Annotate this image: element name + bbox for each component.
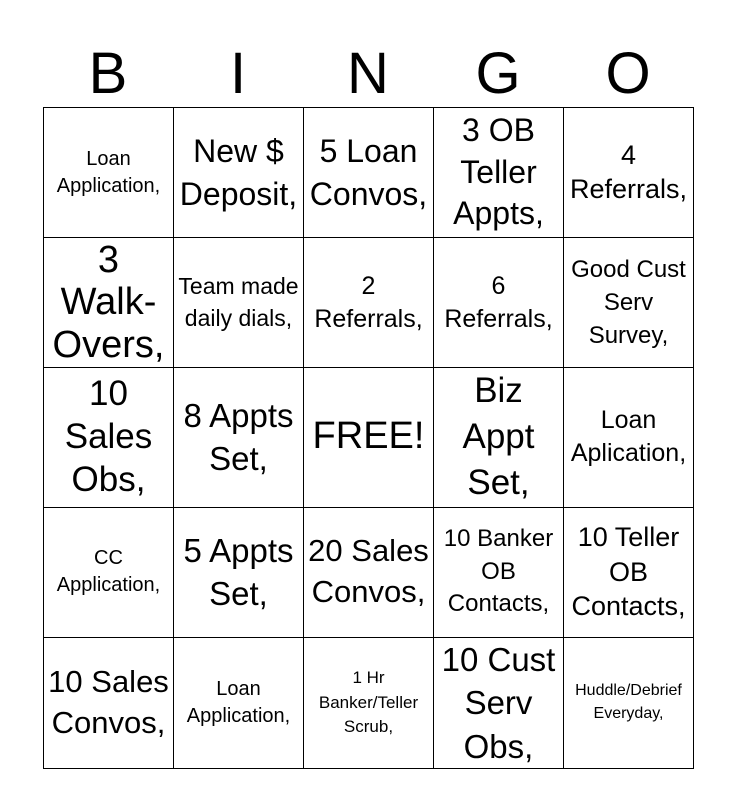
bingo-cell[interactable]: Team made daily dials,	[174, 238, 304, 368]
bingo-cell[interactable]: 6 Referrals,	[434, 238, 564, 368]
bingo-cell[interactable]: 2 Referrals,	[304, 238, 434, 368]
bingo-cell[interactable]: Good Cust Serv Survey,	[564, 238, 694, 368]
bingo-cell[interactable]: 10 Cust Serv Obs,	[434, 637, 564, 769]
bingo-cell[interactable]: 1 Hr Banker/Teller Scrub,	[304, 637, 434, 769]
bingo-cell[interactable]: 20 Sales Convos,	[304, 507, 434, 637]
header-letter-i: I	[229, 41, 247, 106]
bingo-cell[interactable]: Huddle/Debrief Everyday,	[564, 637, 694, 769]
bingo-cell[interactable]: 10 Sales Convos,	[44, 637, 174, 769]
bingo-cell[interactable]: 5 Loan Convos,	[304, 108, 434, 238]
header-letter-o: O	[605, 41, 651, 106]
bingo-cell[interactable]: CC Application,	[44, 507, 174, 637]
board-row	[44, 507, 694, 637]
bingo-cell[interactable]: Loan Aplication,	[564, 368, 694, 508]
bingo-header	[43, 40, 693, 108]
bingo-cell[interactable]: 4 Referrals,	[564, 108, 694, 238]
bingo-cell[interactable]: 3 OB Teller Appts,	[434, 108, 564, 238]
board-row	[44, 368, 694, 508]
free-space-cell[interactable]: FREE!	[304, 368, 434, 508]
bingo-cell[interactable]: Biz Appt Set,	[434, 368, 564, 508]
bingo-cell[interactable]: New $ Deposit,	[174, 108, 304, 238]
header-letter-b: B	[88, 41, 128, 106]
board-row	[44, 238, 694, 368]
board-row	[44, 108, 694, 238]
header-letter-n: N	[347, 41, 389, 106]
bingo-cell[interactable]: 8 Appts Set,	[174, 368, 304, 508]
bingo-cell[interactable]: 10 Teller OB Contacts,	[564, 507, 694, 637]
bingo-cell[interactable]: 3 Walk-Overs,	[44, 238, 174, 368]
bingo-cell[interactable]: Loan Application,	[44, 108, 174, 238]
bingo-cell[interactable]: 10 Banker OB Contacts,	[434, 507, 564, 637]
bingo-board	[43, 107, 694, 769]
bingo-cell[interactable]: 5 Appts Set,	[174, 507, 304, 637]
bingo-cell[interactable]: 10 Sales Obs,	[44, 368, 174, 508]
board-row	[44, 637, 694, 769]
header-letter-g: G	[475, 41, 521, 106]
bingo-cell[interactable]: Loan Application,	[174, 637, 304, 769]
